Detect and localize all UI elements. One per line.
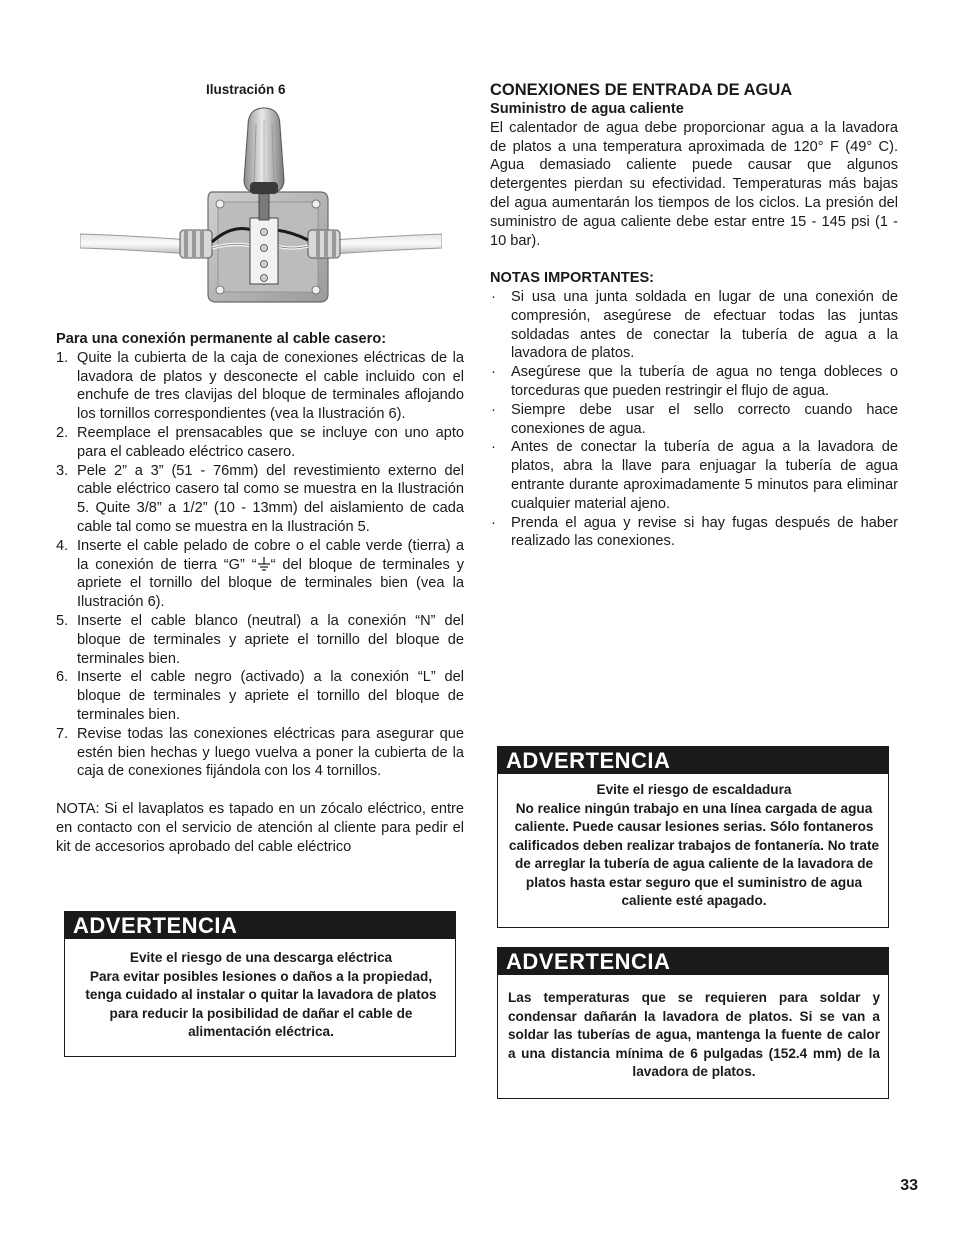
page-number: 33 [900,1177,918,1194]
warning-subtitle: Evite el riesgo de una descarga eléctrica [129,950,393,965]
warning-title: ADVERTENCIA [498,747,888,774]
list-item: · Si usa una junta soldada en lugar de una conexión de compresión, asegúrese de efectuar todas las juntas soldadas antes de conectar la tubería de agua a la lavadora de platos. [491,288,898,362]
list-item: · Asegúrese que la tubería de agua no tenga dobleces o torceduras que pueden restringir el flujo de agua. [491,364,898,399]
list-item: · Siempre debe usar el sello correcto cuando hace conexiones de agua. [491,401,898,437]
junction-box-illustration [80,106,442,306]
left-column [56,330,464,856]
list-item: 7. Revise todas las conexiones eléctricas para asegurar que estén bien hechas y luego vuelva a poner la cubierta de la caja de conexiones fijándola con los 4 tornillos. [56,725,464,780]
warning-text: Las temperaturas que se requieren para soldar y condensar dañarán la lavadora de platos. Si se van a soldar las tuberías de agua, mantenga la fuente de calor a una distancia mínima de 6 pulgadas (152.4 mm) de la lavadora de platos. [508,990,880,1079]
list-item: 6. Inserte el cable negro (activado) a la conexión “L” del bloque de terminales y apriete el tornillo del bloque de terminales bien. [56,669,464,723]
hot-water-subheading: Suministro de agua caliente [490,101,684,117]
notes-list [490,288,898,551]
warning-subtitle: Evite el riesgo de escaldadura [596,782,792,797]
figure-caption: Ilustración 6 [206,82,286,97]
list-item: 2. Reemplace el prensacables que se incluye con uno apto para el cableado eléctrico casero. [56,424,464,460]
list-item: · Antes de conectar la tubería de agua a la lavadora de platos, abra la llave para enjuagar la tubería de agua entrante durante aproximadamente 5 minutos para eliminar cualquier material ajeno. [491,439,898,512]
right-cable [332,234,442,254]
list-item: 1. Quite la cubierta de la caja de conexiones eléctricas de la lavadora de platos y desconecte el cable incluido con el enchufe de tres clavijas del bloque de terminales aflojando los tornillos correspondientes (vea la Ilustración 6). [56,349,464,423]
warning-title: ADVERTENCIA [498,948,888,975]
scald-warning [497,746,889,928]
warning-text: No realice ningún trabajo en una línea cargada de agua caliente. Puede causar lesiones serias. Sólo fontaneros calificados deben realizar trabajos de fontanería. No trate de arreglar la tubería de agua caliente de la lavadora de platos hasta estar seguro que el suministro de agua caliente esté apagado. [508,800,880,908]
soldering-warning [497,947,889,1099]
list-item: 4. Inserte el cable pelado de cobre o el cable verde (tierra) a la conexión de tierra “G” “ “ del bloque de terminales y apriete el tornillo del bloque de terminales bien (vea la Ilustración 6). [56,537,464,611]
left-cable [80,234,190,254]
hot-water-paragraph: El calentador de agua debe proporcionar agua a la lavadora de platos a una temperatura aproximada de 120° F (49° C). Agua demasiado caliente puede causar que algunos detergentes pierdan su efectividad. Temperaturas más bajas del agua aumentarán los tiempos de los ciclos. La presión del suministro de agua caliente debe estar entre 15 - 145 psi (1 - 10 bar). [490,119,898,249]
electric-shock-warning [64,911,456,1057]
right-column [490,80,898,551]
warning-title: ADVERTENCIA [65,912,455,939]
steps-list [56,349,464,781]
list-item: 3. Pele 2” a 3” (51 - 76mm) del revestimiento externo del cable eléctrico casero tal como se muestra en la Ilustración 5. Quite 3/8” a 1/2” (10 - 13mm) del aislamiento de cada cable tal como se muestra en la Ilustración 5. [56,462,464,535]
warning-text: Para evitar posibles lesiones o daños a la propiedad, tenga cuidado al instalar o quitar la lavadora de platos para reducir la posibilidad de dañar el cable de alimentación eléctrica. [85,968,437,1039]
list-item: · Prenda el agua y revise si hay fugas después de haber realizado las conexiones. [491,514,898,550]
permanent-connection-heading: Para una conexión permanente al cable casero: [56,331,387,347]
list-item: 5. Inserte el cable blanco (neutral) a la conexión “N” del bloque de terminales y apriete el tornillo del bloque de terminales bien. [56,612,464,667]
ground-icon [257,557,271,571]
water-connections-heading: CONEXIONES DE ENTRADA DE AGUA [490,81,793,99]
note-paragraph: NOTA: Si el lavaplatos es tapado en un zócalo eléctrico, entre en contacto con el servicio de atención al cliente para pedir el kit de accesorios aprobado del cable eléctrico [56,800,464,855]
important-notes-heading: NOTAS IMPORTANTES: [490,270,655,287]
